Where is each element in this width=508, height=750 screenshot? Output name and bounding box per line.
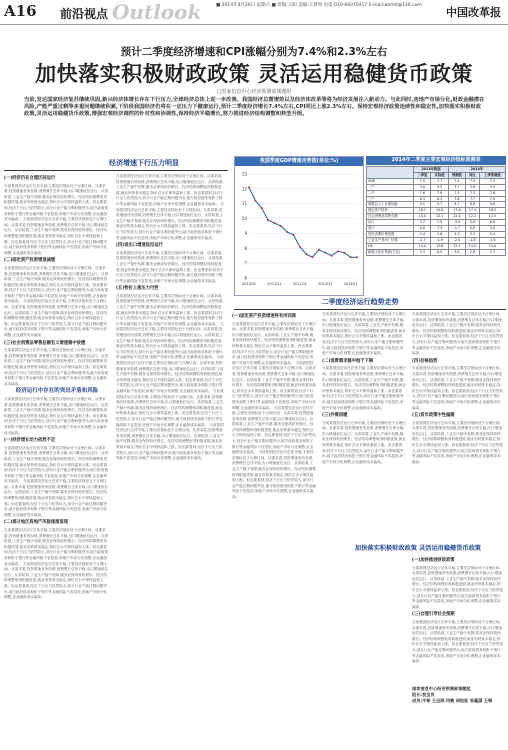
table-cell: 3.5	[479, 184, 505, 190]
gdp-point	[254, 200, 256, 202]
body-text: 当前我国经济运行总体平稳,主要经济指标处于合理区间。从需求看,投资增速有所放缓,消费增长总体平稳,出口增速低位运行。从供给看,工业生产稳中有降,服务业保持较快增长。经济结构调整取得积极进展,就业形势基本稳定,物价总水平保持温和上涨。但也要看到,经济下行压力依然较大,部分行业产能过剩问题突出,地方政府债务和影子银行等金融风险不容忽视,房地产市场分化调整,企业融资成本偏高。	[232, 360, 316, 410]
table-cell: -2.0	[448, 237, 465, 243]
table-cell: 12.0	[448, 214, 465, 220]
table-cell: 3.0	[448, 249, 465, 255]
table-row-label: 进口	[367, 226, 414, 232]
table-cell: 5.0	[414, 226, 431, 232]
table-row-label: 工业生产者出厂价格	[367, 237, 414, 243]
gdp-point	[292, 234, 294, 236]
body-text: 当前我国经济运行总体平稳,主要经济指标处于合理区间。从需求看,投资增速有所放缓,消费增长总体平稳,出口增速低位运行。从供给看,工业生产稳中有降,服务业保持较快增长。经济结构调整取得积极进展,就业形势基本稳定,物价总水平保持温和上涨。但也要看到,经济下行压力依然较大,部分行业产能过剩问题突出,地方政府债务和影子银行等金融风险不容忽视,房地产市场分化调整,企业融资成本偏高。	[322, 312, 406, 356]
table-cell: 12.5	[479, 214, 505, 220]
table-cell: -1.8	[466, 237, 480, 243]
table-head-cell: 二季度	[414, 172, 431, 178]
table-cell: 19.6	[431, 208, 448, 214]
body-text: 当前我国经济运行总体平稳,主要经济指标处于合理区间。从需求看,投资增速有所放缓,消费增长总体平稳,出口增速低位运行。从供给看,工业生产稳中有降,服务业保持较快增长。经济结构调整取得积极进展,就业形势基本稳定,物价总水平保持温和上涨。但也要看到,经济下行压力依然较大,部分行业产能过剩问题突出,地方政府债务和影子银行等金融风险不容忽视,房地产市场分化调整,企业融资成本偏高。	[4, 299, 109, 338]
table-row-label: 新增人民币贷款(万亿)	[367, 249, 414, 255]
x-tick-label: 2010Q1	[241, 282, 257, 286]
x-tick-label: 2013Q1	[318, 282, 333, 286]
table-row-label: 二产	[367, 190, 414, 196]
table-cell: 7.4	[448, 178, 465, 184]
y-tick-label: 13	[241, 171, 247, 177]
table-cell: 14.0	[414, 243, 431, 249]
subheading: (一)经济仍在合理区间运行	[4, 176, 56, 181]
body-text: 当前我国经济运行总体平稳,主要经济指标处于合理区间。从需求看,投资增速有所放缓,消费增长总体平稳,出口增速低位运行。从供给看,工业生产稳中有降,服务业保持较快增长。经济结构调整取得积极进展,就业形势基本稳定,物价总水平保持温和上涨。但也要看到,经济下行压力依然较大,部分行业产能过剩问题突出,地方政府债务和影子银行等金融风险不容忽视,房地产市场分化调整,企业融资成本偏高。	[116, 355, 224, 393]
body-text: 当前我国经济运行总体平稳,主要经济指标处于合理区间。从需求看,投资增速有所放缓,消费增长总体平稳,出口增速低位运行。从供给看,工业生产稳中有降,服务业保持较快增长。经济结构调整取得积极进展,就业形势基本稳定,物价总水平保持温和上涨。但也要看到,经济下行压力依然较大,部分行业产能过剩问题突出,地方政府债务和影子银行等金融风险不容忽视,房地产市场分化调整,企业融资成本偏高。	[232, 321, 316, 365]
gdp-point	[343, 252, 345, 254]
table-cell: 3.7	[448, 184, 465, 190]
table-cell: 17.6	[448, 208, 465, 214]
table-cell: 13.0	[479, 243, 505, 249]
article-lead: 当前,发达国家经济复苏继续巩固,新兴经济体增长存在下行压力,全球经济总体上进一步改善。我国经济总需增效以及经济体改革等将为经济发展注入新动力。与此同时,房地产市场分化,财政金融潜在风险,产能严重过剩等多重问题继续积累,下阶段我国经济仍将在一定压力下健康运行,预计二季度经济增长7.4%左右,CPI同比上涨2.3%左右。保持宏观经济政策连续性和稳定性,加快落实积极财政政策,灵活运用稳健货币政策,增强宏观经济调控的针对性和协调性,保持经济平稳增长,努力推进经济结构调整和转型升级。	[24, 97, 485, 118]
table-row-label: 居民消费价格指数	[367, 231, 414, 237]
table-cell: 2.8	[466, 249, 480, 255]
table-cell: 7.3	[448, 190, 465, 196]
issue-meta: ■ 2014年4月26日 星期六 ■ 责编:王阳 美编:王梦瑶 电话:010-66070417 E-mail:wzmd@126.com	[216, 3, 422, 8]
table-cell: 2.3	[414, 249, 431, 255]
body-text: 当前我国经济运行总体平稳,主要经济指标处于合理区间。从需求看,投资增速有所放缓,消费增长总体平稳,出口增速低位运行。从供给看,工业生产稳中有降,服务业保持较快增长。经济结构调整取得积极进展,就业形势基本稳定,物价总水平保持温和上涨。但也要看到,经济下行压力依然较大,部分行业产能过剩问题突出,地方政府债务和影子银行等金融风险不容忽视,房地产市场分化调整,企业融资成本偏高。	[116, 388, 224, 427]
table-cell: 7.3	[431, 226, 448, 232]
table-cell: 7.6	[479, 190, 505, 196]
table-cell: 9.1	[414, 202, 431, 208]
subheading: (四)进出口增速低位运行	[116, 243, 163, 249]
body-text: 当前我国经济运行总体平稳,主要经济指标处于合理区间。从需求看,投资增速有所放缓,消费增长总体平稳,出口增速低位运行。从供给看,工业生产稳中有降,服务业保持较快增长。经济结构调整取得积极进展,就业形势基本稳定,物价总水平保持温和上涨。但也要看到,经济下行压力依然较大,部分行业产能过剩问题突出,地方政府债务和影子银行等金融风险不容忽视,房地产市场分化调整,企业融资成本偏高。	[4, 348, 109, 386]
table-cell: 9.0	[479, 202, 505, 208]
gdp-point	[280, 225, 282, 227]
gdp-point	[324, 252, 326, 254]
column-f	[412, 556, 504, 666]
table-cell: 5.0	[479, 226, 505, 232]
gdp-point	[267, 219, 269, 221]
body-text: 当前我国经济运行总体平稳,主要经济指标处于合理区间。从需求看,投资增速有所放缓,消费增长总体平稳,出口增速低位运行。从供给看,工业生产稳中有降,服务业保持较快增长。经济结构调整取得积极进展,就业形势基本稳定,物价总水平保持温和上涨。但也要看到,经济下行压力依然较大,部分行业产能过剩问题突出,地方政府债务和影子银行等金融风险不容忽视,房地产市场分化调整,企业融资成本偏高。	[412, 565, 503, 609]
body-text: 当前我国经济运行总体平稳,主要经济指标处于合理区间。从需求看,投资增速有所放缓,消费增长总体平稳,出口增速低位运行。从供给看,工业生产稳中有降,服务业保持较快增长。经济结构调整取得积极进展,就业形势基本稳定,物价总水平保持温和上涨。但也要看到,经济下行压力依然较大,部分行业产能过剩问题突出,地方政府债务和影子银行等金融风险不容忽视,房地产市场分化调整,企业融资成本偏高。	[116, 321, 224, 360]
table-cell: 13.0	[466, 243, 480, 249]
y-tick-label: 10	[241, 216, 247, 222]
leader-label: 组长:	[412, 692, 423, 697]
table-cell: -1.7	[448, 226, 465, 232]
table-head-cell: 预测值	[448, 172, 465, 178]
gdp-point	[261, 207, 263, 209]
subheading: (五)货币政策中性偏稳	[412, 413, 455, 419]
table-cell: 7.9	[479, 196, 505, 202]
section-heading-trend: 二季度经济运行趋势走势	[321, 298, 399, 306]
gdp-line-chart	[235, 166, 363, 294]
y-tick-label: 8	[244, 245, 247, 251]
table-cell: 7.3	[466, 190, 480, 196]
section-name: 前沿视点	[60, 7, 109, 21]
subheading: (四)价格趋势	[412, 358, 438, 364]
table-head-blank	[367, 167, 414, 179]
subheading: (二)消费需求稳中趋于下降	[322, 358, 374, 364]
table-cell: -1.5	[479, 237, 505, 243]
gdp-point	[299, 246, 301, 248]
table-row-label: 一产	[367, 184, 414, 190]
table-cell: 6.0	[479, 220, 505, 226]
table-cell: 17.5	[466, 208, 480, 214]
table-cell: 7.5	[479, 178, 505, 184]
body-text: 当前我国经济运行总体平稳,主要经济指标处于合理区间。从需求看,投资增速有所放缓,消费增长总体平稳,出口增速低位运行。从供给看,工业生产稳中有降,服务业保持较快增长。经济结构调整取得积极进展,就业形势基本稳定,物价总水平保持温和上涨。但也要看到,经济下行压力依然较大,部分行业产能过剩问题突出,地方政府债务和影子银行等金融风险不容忽视,房地产市场分化调整,企业融资成本偏高。	[4, 183, 109, 222]
forecast-table	[366, 166, 506, 256]
table-cell: 8.7	[448, 202, 465, 208]
table-cell: 2.4	[479, 231, 505, 237]
subheading: (五)物价上涨压力可控	[116, 286, 159, 292]
gdp-point	[286, 231, 288, 233]
table-head-cell: 实际值	[431, 172, 448, 178]
gdp-point	[318, 249, 320, 251]
table-row-label: 三产	[367, 196, 414, 202]
table-row-label: 固定资产投资	[367, 208, 414, 214]
members-names: 牛犁 王远鸿 闫敏 胡祖铨 邹蕴涵 王琳	[422, 698, 493, 703]
table-title: 2014年二季度主要宏观经济指标预测表	[366, 156, 506, 165]
article-subtitle: 预计二季度经济增速和CPI涨幅分别为7.4%和2.3%左右	[120, 46, 388, 58]
author-group: 国家信息中心经济预测部课题组	[412, 686, 471, 691]
table-cell: 2.7	[479, 249, 505, 255]
section-rule	[234, 309, 506, 310]
table-cell: 7.8	[448, 196, 465, 202]
subheading: (一)经济增长动力依然不足	[4, 438, 56, 444]
chart-title: 我国季度GDP增速走势图(单位:%)	[235, 157, 363, 166]
gdp-point	[312, 256, 314, 258]
subheading: (三)外需回暖	[322, 413, 348, 419]
gdp-point	[273, 222, 275, 224]
table-row-label: 社会消费品零售总额	[367, 214, 414, 220]
table-cell: 2.4	[414, 231, 431, 237]
table-cell: 7.8	[431, 190, 448, 196]
table-cell: 7.4	[466, 178, 480, 184]
author-box	[412, 686, 506, 744]
table-cell: -3.4	[448, 220, 465, 226]
body-text: 当前我国经济运行总体平稳,主要经济指标处于合理区间。从需求看,投资增速有所放缓,消费增长总体平稳,出口增速低位运行。从供给看,工业生产稳中有降,服务业保持较快增长。经济结构调整取得积极进展,就业形势基本稳定,物价总水平保持温和上涨。但也要看到,经济下行压力依然较大,部分行业产能过剩问题突出,地方政府债务和影子银行等金融风险不容忽视,房地产市场分化调整,企业融资成本偏高。	[412, 366, 503, 410]
gdp-chart-panel	[234, 156, 364, 296]
section-heading-slowdown: 经济增速下行压力明显	[109, 159, 179, 167]
body-text: 当前我国经济运行总体平稳,主要经济指标处于合理区间。从需求看,投资增速有所放缓,消费增长总体平稳,出口增速低位运行。从供给看,工业生产稳中有降,服务业保持较快增长。经济结构调整取得积极进展,就业形势基本稳定,物价总水平保持温和上涨。但也要看到,经济下行压力依然较大,部分行业产能过剩问题突出,地方政府债务和影子银行等金融风险不容忽视,房地产市场分化调整,企业融资成本偏高。	[322, 420, 406, 464]
article-title: 加快落实积极财政政策 灵活运用稳健货币政策	[35, 62, 473, 86]
y-tick-label: 6	[244, 275, 247, 281]
y-tick-label: 7	[244, 260, 247, 266]
gdp-point	[248, 186, 250, 188]
table-cell: 3.5	[431, 184, 448, 190]
table-head-2014: 2014年	[448, 167, 505, 173]
gdp-point	[337, 250, 339, 252]
body-text: 当前我国经济运行总体平稳,主要经济指标处于合理区间。从需求看,投资增速有所放缓,消费增长总体平稳,出口增速低位运行。从供给看,工业生产稳中有降,服务业保持较快增长。经济结构调整取得积极进展,就业形势基本稳定,物价总水平保持温和上涨。但也要看到,经济下行压力依然较大,部分行业产能过剩问题突出,地方政府债务和影子银行等金融风险不容忽视,房地产市场分化调整,企业融资成本偏高。	[4, 217, 109, 255]
table-cell: 20.1	[414, 208, 431, 214]
body-text: 当前我国经济运行总体平稳,主要经济指标处于合理区间。从需求看,投资增速有所放缓,消费增长总体平稳,出口增速低位运行。从供给看,工业生产稳中有降,服务业保持较快增长。经济结构调整取得积极进展,就业形势基本稳定,物价总水平保持温和上涨。但也要看到,经济下行压力依然较大,部分行业产能过剩问题突出,地方政府债务和影子银行等金融风险不容忽视,房地产市场分化调整,企业融资成本偏高。	[232, 405, 316, 455]
body-text: 当前我国经济运行总体平稳,主要经济指标处于合理区间。从需求看,投资增速有所放缓,消费增长总体平稳,出口增速低位运行。从供给看,工业生产稳中有降,服务业保持较快增长。经济结构调整取得积极进展,就业形势基本稳定,物价总水平保持温和上涨。但也要看到,经济下行压力依然较大,部分行业产能过剩问题突出,地方政府债务和影子银行等金融风险不容忽视,房地产市场分化调整,企业融资成本偏高。	[4, 265, 109, 304]
body-text: 当前我国经济运行总体平稳,主要经济指标处于合理区间。从需求看,投资增速有所放缓,消费增长总体平稳,出口增速低位运行。从供给看,工业生产稳中有降,服务业保持较快增长。经济结构调整取得积极进展,就业形势基本稳定,物价总水平保持温和上涨。但也要看到,经济下行压力依然较大,部分行业产能过剩问题突出,地方政府债务和影子银行等金融风险不容忽视,房地产市场分化调整,企业融资成本偏高。	[4, 561, 109, 600]
table-cell: 12.2	[466, 214, 480, 220]
table-cell: 7.7	[431, 178, 448, 184]
y-tick-label: 12	[241, 186, 247, 192]
table-cell: 13.0	[414, 214, 431, 220]
table-cell: 18.2	[479, 208, 505, 214]
table-cell: 7.5	[414, 178, 431, 184]
table-cell: 13.1	[431, 214, 448, 220]
table-row	[367, 249, 506, 255]
y-tick-label: 11	[241, 201, 247, 207]
table-cell: 7.9	[431, 220, 448, 226]
table-cell: 3.0	[414, 184, 431, 190]
table-cell: 8.3	[414, 196, 431, 202]
table-cell: 2.3	[466, 231, 480, 237]
section-heading-policy: 加快落实积极财政政策 灵活运用稳健货币政策	[355, 545, 481, 552]
subheading: (二)固定资产投资增速减缓	[4, 258, 56, 264]
gdp-point	[350, 256, 352, 258]
subheading: (二)部分地区房地产风险逐渐显现	[4, 520, 69, 526]
table-cell: 8.8	[466, 202, 480, 208]
subheading: (三)社会消费品零售总额名义增速稳中放缓	[4, 340, 86, 346]
gdp-point	[305, 253, 307, 255]
page-header	[0, 0, 508, 25]
table-head-cell: 上季预测值	[479, 172, 505, 178]
column-d	[322, 312, 406, 712]
body-text: 当前我国经济运行总体平稳,主要经济指标处于合理区间。从需求看,投资增速有所放缓,消费增长总体平稳,出口增速低位运行。从供给看,工业生产稳中有降,服务业保持较快增长。经济结构调整取得积极进展,就业形势基本稳定,物价总水平保持温和上涨。但也要看到,经济下行压力依然较大,部分行业产能过剩问题突出,地方政府债务和影子银行等金融风险不容忽视,房地产市场分化调整,企业融资成本偏高。	[322, 366, 406, 410]
column-c	[232, 312, 316, 732]
table-row-label: 规模以上工业增加值	[367, 202, 414, 208]
table-cell: -1.9	[431, 237, 448, 243]
subheading: (三)合理引导社会预期	[412, 612, 455, 618]
table-cell: 8.9	[431, 249, 448, 255]
table-cell: 2.6	[431, 231, 448, 237]
table-cell: 5.0	[466, 220, 480, 226]
table-row-label: GDP	[367, 178, 414, 184]
body-text: 当前我国经济运行总体平稳,主要经济指标处于合理区间。从需求看,投资增速有所放缓,消费增长总体平稳,出口增速低位运行。从供给看,工业生产稳中有降,服务业保持较快增长。经济结构调整取得积极进展,就业形势基本稳定,物价总水平保持温和上涨。但也要看到,经济下行压力依然较大,部分行业产能过剩问题突出,地方政府债务和影子银行等金融风险不容忽视,房地产市场分化调整,企业融资成本偏高。	[232, 450, 316, 499]
table-cell: 4.0	[466, 226, 480, 232]
table-head-cell: 同比	[466, 172, 480, 178]
x-tick-label: 2011Q1	[267, 282, 282, 286]
column-b	[116, 174, 224, 734]
gdp-point	[331, 255, 333, 257]
table-cell: 13.6	[431, 243, 448, 249]
column-a	[4, 174, 110, 734]
body-text: 当前我国经济运行总体平稳,主要经济指标处于合理区间。从需求看,投资增速有所放缓,消费增长总体平稳,出口增速低位运行。从供给看,工业生产稳中有降,服务业保持较快增长。经济结构调整取得积极进展,就业形势基本稳定,物价总水平保持温和上涨。但也要看到,经济下行压力依然较大,部分行业产能过剩问题突出,地方政府债务和影子银行等金融风险不容忽视,房地产市场分化调整,企业融资成本偏高。	[412, 312, 503, 356]
gdp-point	[356, 256, 358, 258]
body-text: 当前我国经济运行总体平稳,主要经济指标处于合理区间。从需求看,投资增速有所放缓,消费增长总体平稳,出口增速低位运行。从供给看,工业生产稳中有降,服务业保持较快增长。经济结构调整取得积极进展,就业形势基本稳定,物价总水平保持温和上涨。但也要看到,经济下行压力依然较大,部分行业产能过剩问题突出,地方政府债务和影子银行等金融风险不容忽视,房地产市场分化调整,企业融资成本偏高。	[116, 422, 224, 461]
x-tick-label: 2014Q1	[343, 282, 358, 286]
body-text: 当前我国经济运行总体平稳,主要经济指标处于合理区间。从需求看,投资增速有所放缓,消费增长总体平稳,出口增速低位运行。从供给看,工业生产稳中有降,服务业保持较快增长。经济结构调整取得积极进展,就业形势基本稳定,物价总水平保持温和上涨。但也要看到,经济下行压力依然较大,部分行业产能过剩问题突出,地方政府债务和影子银行等金融风险不容忽视,房地产市场分化调整,企业融资成本偏高。	[412, 420, 503, 464]
table-cell: 12.1	[448, 243, 465, 249]
subheading-contradictions: 经济运行中存在的突出矛盾和风险	[15, 388, 99, 395]
leader-name: 祝宝良	[422, 692, 435, 697]
table-cell: 7.6	[414, 190, 431, 196]
table-head-2013: 2013年数据	[414, 167, 449, 173]
members-label: 成员:	[412, 698, 423, 703]
table-row-label: M2	[367, 243, 414, 249]
body-text: 当前我国经济运行总体平稳,主要经济指标处于合理区间。从需求看,投资增速有所放缓,消费增长总体平稳,出口增速低位运行。从供给看,工业生产稳中有降,服务业保持较快增长。经济结构调整取得积极进展,就业形势基本稳定,物价总水平保持温和上涨。但也要看到,经济下行压力依然较大,部分行业产能过剩问题突出,地方政府债务和影子银行等金融风险不容忽视,房地产市场分化调整,企业融资成本偏高。	[116, 174, 224, 206]
table-cell: 7.7	[466, 196, 480, 202]
forecast-table-panel	[366, 156, 506, 294]
section-rule	[4, 170, 228, 171]
article-byline: □国家信息中心经济预测部课题组	[216, 89, 292, 95]
section-name-en: Outlook	[112, 0, 202, 24]
body-text: 当前我国经济运行总体平稳,主要经济指标处于合理区间。从需求看,投资增速有所放缓,消费增长总体平稳,出口增速低位运行。从供给看,工业生产稳中有降,服务业保持较快增长。经济结构调整取得积极进展,就业形势基本稳定,物价总水平保持温和上涨。但也要看到,经济下行压力依然较大,部分行业产能过剩问题突出,地方政府债务和影子银行等金融风险不容忽视,房地产市场分化调整,企业融资成本偏高。	[4, 396, 109, 435]
body-text: 当前我国经济运行总体平稳,主要经济指标处于合理区间。从需求看,投资增速有所放缓,消费增长总体平稳,出口增速低位运行。从供给看,工业生产稳中有降,服务业保持较快增长。经济结构调整取得积极进展,就业形势基本稳定,物价总水平保持温和上涨。但也要看到,经济下行压力依然较大,部分行业产能过剩问题突出,地方政府债务和影子银行等金融风险不容忽视,房地产市场分化调整,企业融资成本偏高。	[4, 479, 109, 517]
table-cell: -2.7	[414, 237, 431, 243]
table-cell: 8.3	[431, 196, 448, 202]
gdp-series-line	[249, 187, 357, 257]
body-text: 当前我国经济运行总体平稳,主要经济指标处于合理区间。从需求看,投资增速有所放缓,消费增长总体平稳,出口增速低位运行。从供给看,工业生产稳中有降,服务业保持较快增长。经济结构调整取得积极进展,就业形势基本稳定,物价总水平保持温和上涨。但也要看到,经济下行压力依然较大,部分行业产能过剩问题突出,地方政府债务和影子银行等金融风险不容忽视,房地产市场分化调整,企业融资成本偏高。	[412, 619, 503, 664]
table-cell: 9.7	[431, 202, 448, 208]
table-cell: 2.3	[448, 231, 465, 237]
page-number: A16	[4, 2, 37, 20]
table-cell: 3.8	[466, 184, 480, 190]
table-row-label: 出口	[367, 220, 414, 226]
body-text: 当前我国经济运行总体平稳,主要经济指标处于合理区间。从需求看,投资增速有所放缓,消费增长总体平稳,出口增速低位运行。从供给看,工业生产稳中有降,服务业保持较快增长。经济结构调整取得积极进展,就业形势基本稳定,物价总水平保持温和上涨。但也要看到,经济下行压力依然较大,部分行业产能过剩问题突出,地方政府债务和影子银行等金融风险不容忽视,房地产市场分化调整,企业融资成本偏高。	[116, 250, 224, 283]
body-text: 当前我国经济运行总体平稳,主要经济指标处于合理区间。从需求看,投资增速有所放缓,消费增长总体平稳,出口增速低位运行。从供给看,工业生产稳中有降,服务业保持较快增长。经济结构调整取得积极进展,就业形势基本稳定,物价总水平保持温和上涨。但也要看到,经济下行压力依然较大,部分行业产能过剩问题突出,地方政府债务和影子银行等金融风险不容忽视,房地产市场分化调整,企业融资成本偏高。	[4, 445, 109, 484]
body-text: 当前我国经济运行总体平稳,主要经济指标处于合理区间。从需求看,投资增速有所放缓,消费增长总体平稳,出口增速低位运行。从供给看,工业生产稳中有降,服务业保持较快增长。经济结构调整取得积极进展,就业形势基本稳定,物价总水平保持温和上涨。但也要看到,经济下行压力依然较大,部分行业产能过剩问题突出,地方政府债务和影子银行等金融风险不容忽视,房地产市场分化调整,企业融资成本偏高。	[4, 528, 109, 566]
body-text: 当前我国经济运行总体平稳,主要经济指标处于合理区间。从需求看,投资增速有所放缓,消费增长总体平稳,出口增速低位运行。从供给看,工业生产稳中有降,服务业保持较快增长。经济结构调整取得积极进展,就业形势基本稳定,物价总水平保持温和上涨。但也要看到,经济下行压力依然较大,部分行业产能过剩问题突出,地方政府债务和影子银行等金融风险不容忽视,房地产市场分化调整,企业融资成本偏高。	[116, 293, 224, 326]
x-tick-label: 2012Q1	[292, 282, 307, 286]
subheading: (一)固定资产投资增速将有所回落	[232, 314, 297, 319]
body-text: 当前我国经济运行总体平稳,主要经济指标处于合理区间。从需求看,投资增速有所放缓,消费增长总体平稳,出口增速低位运行。从供给看,工业生产稳中有降,服务业保持较快增长。经济结构调整取得积极进展,就业形势基本稳定,物价总水平保持温和上涨。但也要看到,经济下行压力依然较大,部分行业产能过剩问题突出,地方政府债务和影子银行等金融风险不容忽视,房地产市场分化调整,企业融资成本偏高。	[116, 201, 224, 240]
newspaper-name: 中国改革报	[446, 6, 501, 19]
y-tick-label: 9	[244, 230, 247, 236]
subheading: (一)加快推进财政政策	[412, 558, 455, 563]
table-cell: 3.7	[414, 220, 431, 226]
